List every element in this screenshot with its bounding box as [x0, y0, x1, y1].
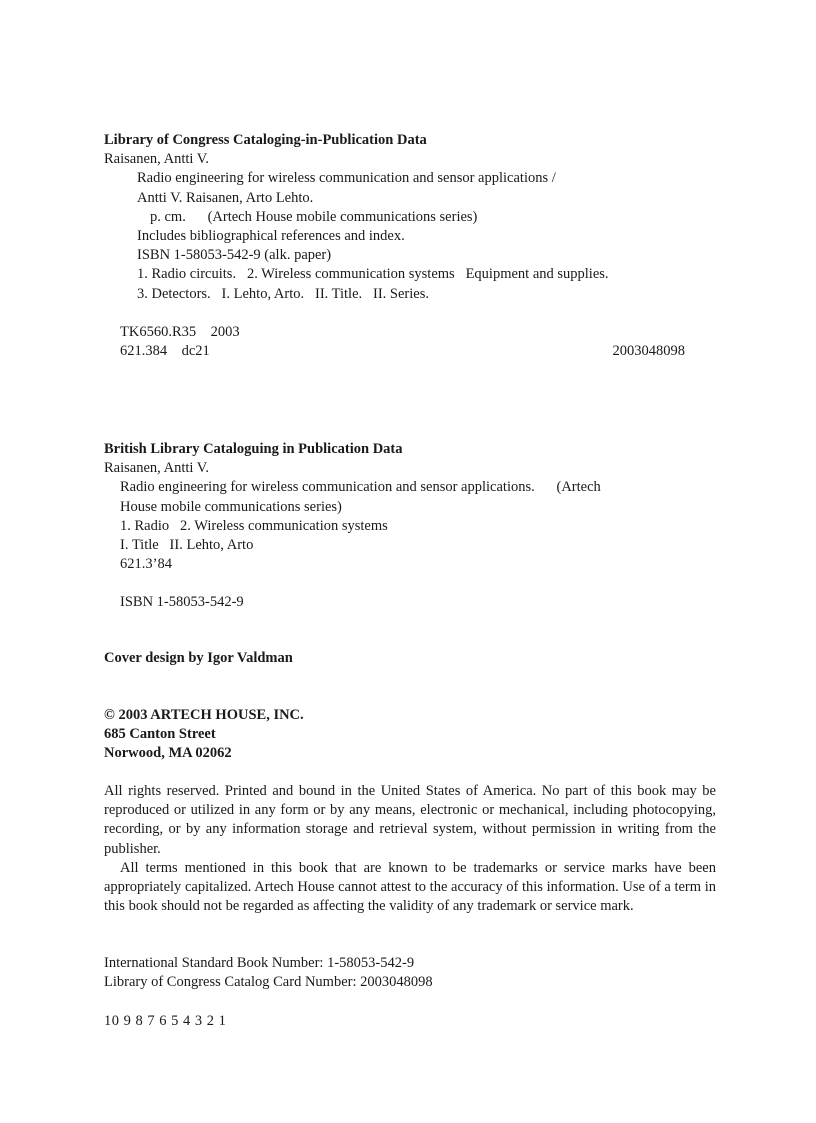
loc-pcm-line: p. cm. (Artech House mobile communications series) [150, 208, 478, 225]
loc-subjects-1: 1. Radio circuits. 2. Wireless communication systems Equipment and supplies. [137, 266, 609, 283]
bl-cip-block [104, 440, 716, 613]
isbn-line: International Standard Book Number: 1-58053-542-9 [104, 955, 415, 971]
bl-class-number: 621.3’84 [120, 556, 172, 573]
publisher-block [104, 706, 716, 764]
publisher-street: 685 Canton Street [104, 726, 216, 743]
printing-line-block [104, 1012, 716, 1031]
bl-isbn: ISBN 1-58053-542-9 [120, 594, 244, 611]
cover-credit: Cover design by Igor Valdman [104, 650, 293, 666]
publisher-city: Norwood, MA 02062 [104, 745, 232, 762]
bl-title-line-2: House mobile communications series) [120, 498, 342, 515]
rights-paragraph: All rights reserved. Printed and bound in the United States of America. No part of this book may be reproduced or utilized in any form or by any means, electronic or mechanical, including photocopying, recording, or by any information storage and retrieval system, without permission in writing from the publisher. [104, 783, 716, 857]
cover-credit-block [104, 649, 716, 668]
loc-lccn: 2003048098 [612, 343, 685, 360]
lccn-line: Library of Congress Catalog Card Number: 2003048098 [104, 974, 433, 991]
loc-dewey: 621.384 dc21 [120, 343, 210, 360]
rights-block [104, 782, 716, 916]
bl-added-entries: I. Title II. Lehto, Arto [120, 537, 254, 554]
bl-cip-heading: British Library Cataloguing in Publication Data [104, 441, 403, 457]
loc-subjects-2: 3. Detectors. I. Lehto, Arto. II. Title. II. Series. [137, 285, 429, 302]
copyright-notice: © 2003 ARTECH HOUSE, INC. [104, 707, 304, 723]
trademark-paragraph: All terms mentioned in this book that are known to be trademarks or service marks have been appropriately capitalized. Artech House cannot attest to the accuracy of this information. Use of a term in this book should not be regarded as affecting the validity of any trademark or service mark. [104, 859, 716, 915]
loc-isbn: ISBN 1-58053-542-9 (alk. paper) [137, 247, 332, 264]
loc-cip-block [104, 131, 716, 361]
bl-title-line-1: Radio engineering for wireless communication and sensor applications. (Artech [120, 479, 601, 496]
loc-cip-heading: Library of Congress Cataloging-in-Publication Data [104, 132, 427, 148]
bl-author: Raisanen, Antti V. [104, 460, 209, 477]
loc-includes: Includes bibliographical references and index. [137, 228, 405, 245]
loc-call-number: TK6560.R35 2003 [120, 323, 240, 340]
bl-subjects: 1. Radio 2. Wireless communication systems [120, 517, 388, 534]
printing-line: 10 9 8 7 6 5 4 3 2 1 [104, 1013, 227, 1029]
loc-author: Raisanen, Antti V. [104, 151, 209, 168]
loc-title-line-2: Antti V. Raisanen, Arto Lehto. [137, 189, 314, 206]
loc-classification-row [104, 342, 685, 361]
identifiers-block [104, 954, 716, 992]
loc-title-line-1: Radio engineering for wireless communication and sensor applications / [137, 170, 556, 187]
